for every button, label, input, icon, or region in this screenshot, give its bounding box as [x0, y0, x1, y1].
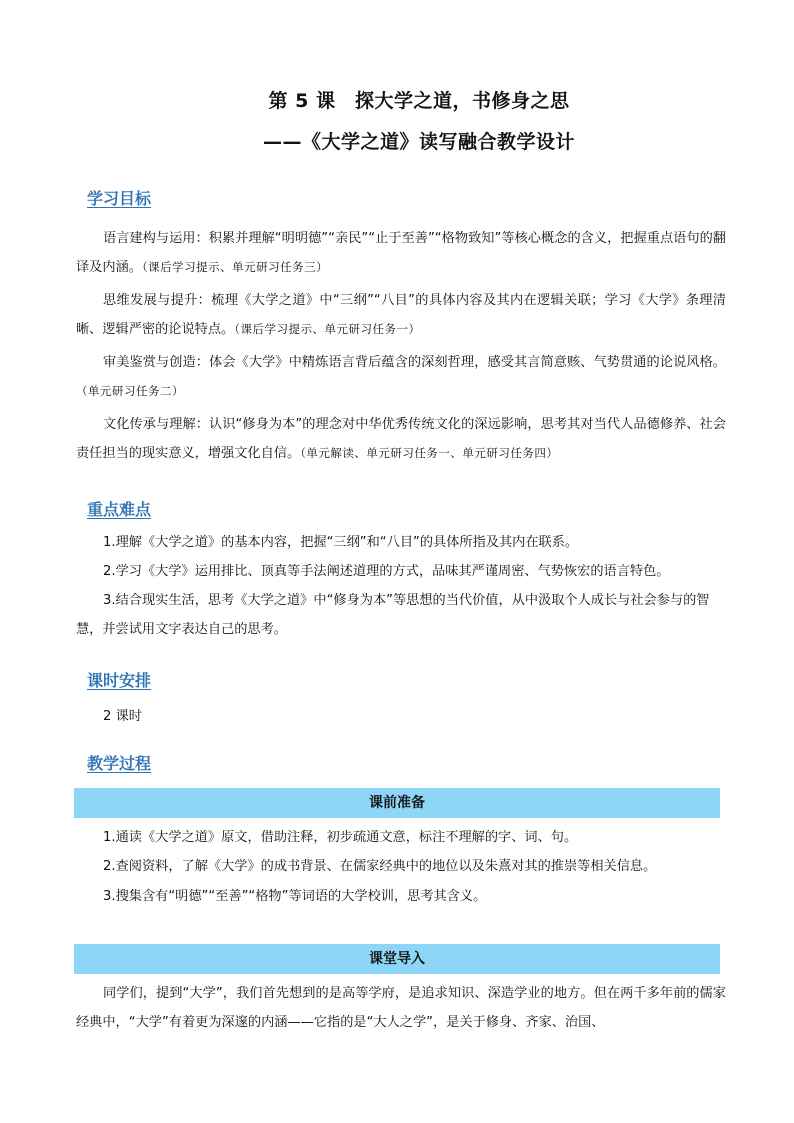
keypoint-item: 2.学习《大学》运用排比、顶真等手法阐述道理的方式，品味其严谨周密、气势恢宏的语言特色。: [103, 564, 670, 579]
prep-item: 1.通读《大学之道》原文，借助注释，初步疏通文意，标注不理解的字、词、句。: [103, 830, 578, 845]
section-heading-goals: 学习目标: [87, 189, 152, 208]
goal-paragraph: 审美鉴赏与创造：体会《大学》中精炼语言背后蕴含的深刻哲理，感受其言简意赅、气势贯通的论说风格。（单元研习任务二）: [76, 355, 726, 398]
section-heading-keypoints: 重点难点: [87, 500, 152, 519]
intro-header: 课堂导入: [74, 944, 720, 974]
keypoint-item: 3.结合现实生活，思考《大学之道》中“修身为本”等思想的当代价值，从中汲取个人成长与社会参与的智慧，并尝试用文字表达自己的思考。: [76, 593, 710, 637]
prep-item: 2.查阅资料，了解《大学》的成书背景、在儒家经典中的地位以及朱熹对其的推崇等相关信息。: [103, 859, 657, 874]
prep-header: 课前准备: [74, 788, 720, 818]
section-heading-schedule: 课时安排: [87, 671, 152, 690]
goal-paragraph: 思维发展与提升：梳理《大学之道》中“三纲”“八目”的具体内容及其内在逻辑关联；学习《大学》条理清晰、逻辑严密的论说特点。（课后学习提示、单元研习任务一）: [76, 293, 726, 337]
prep-item: 3.搜集含有“明德”“至善”“格物”等词语的大学校训，思考其含义。: [103, 889, 487, 904]
keypoint-item: 1.理解《大学之道》的基本内容，把握“三纲”和“八目”的具体所指及其内在联系。: [103, 535, 579, 550]
goal-paragraph: 语言建构与运用：积累并理解“明明德”“亲民”“止于至善”“格物致知”等核心概念的含义，把握重点语句的翻译及内涵。（课后学习提示、单元研习任务三）: [76, 231, 726, 275]
schedule-text: 2 课时: [103, 709, 142, 724]
section-heading-process: 教学过程: [87, 754, 152, 773]
intro-paragraph: 同学们，提到“大学”，我们首先想到的是高等学府，是追求知识、深造学业的地方。但在两千多年前的儒家经典中，“大学”有着更为深邃的内涵——它指的是“大人之学”，是关于修身、齐家、治国、: [76, 986, 726, 1030]
page-subtitle: ——《大学之道》读写融合教学设计: [262, 131, 575, 153]
goal-paragraph: 文化传承与理解：认识“修身为本”的理念对中华优秀传统文化的深远影响，思考其对当代人品德修养、社会责任担当的现实意义，增强文化自信。（单元解读、单元研习任务一、单元研习任务四）: [76, 417, 726, 461]
page-title: 第 5 课 探大学之道，书修身之思: [268, 90, 570, 112]
